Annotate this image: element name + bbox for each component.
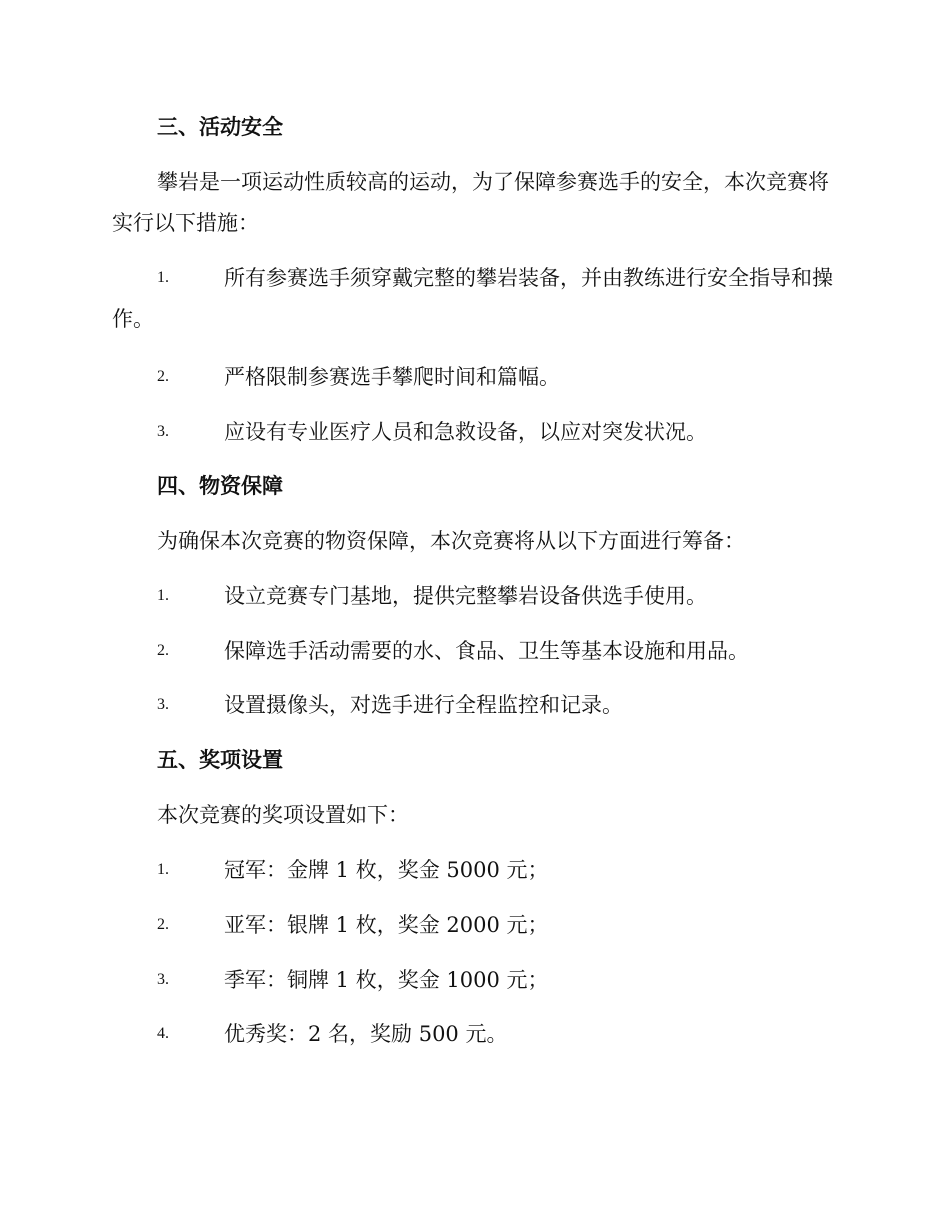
- section-intro-supplies: 为确保本次竞赛的物资保障，本次竞赛将从以下方面进行筹备：: [157, 529, 745, 553]
- list-item-text: 所有参赛选手须穿戴完整的攀岩装备，并由教练进行安全指导和操作。: [112, 266, 833, 331]
- list-item: [0, 911, 950, 939]
- list-item-text: 应设有专业医疗人员和急救设备，以应对突发状况。: [224, 420, 707, 444]
- list-item-number: 3.: [157, 423, 169, 440]
- list-item-text: 季军：铜牌 1 枚，奖金 1000 元；: [224, 968, 549, 992]
- list-item-number: 3.: [157, 696, 169, 713]
- list-item-number: 4.: [157, 1025, 169, 1042]
- list-item-text: 设置摄像头，对选手进行全程监控和记录。: [224, 693, 623, 717]
- list-item: [0, 363, 950, 391]
- section-intro-safety: 攀岩是一项运动性质较高的运动，为了保障参赛选手的安全，本次竞赛将实行以下措施：: [112, 170, 829, 235]
- section-heading-awards: 五、奖项设置: [157, 747, 283, 772]
- list-item: [0, 1020, 950, 1048]
- section-heading-safety: 三、活动安全: [157, 114, 283, 139]
- list-item-text: 优秀奖：2 名，奖励 500 元。: [224, 1022, 508, 1046]
- list-item-text: 设立竞赛专门基地，提供完整攀岩设备供选手使用。: [224, 584, 707, 608]
- list-item: [0, 582, 950, 610]
- list-item-number: 2.: [157, 642, 169, 659]
- list-item-number: 1.: [157, 587, 169, 604]
- list-item-number: 1.: [157, 269, 169, 286]
- list-item: [0, 691, 950, 719]
- list-item: [0, 856, 950, 884]
- section-heading-supplies: 四、物资保障: [157, 473, 283, 498]
- list-item-text: 亚军：银牌 1 枚，奖金 2000 元；: [224, 913, 549, 937]
- list-item-text: 严格限制参赛选手攀爬时间和篇幅。: [224, 365, 560, 389]
- list-item-number: 2.: [157, 368, 169, 385]
- list-item-text: 保障选手活动需要的水、食品、卫生等基本设施和用品。: [224, 639, 749, 663]
- list-item-number: 1.: [157, 861, 169, 878]
- list-item-number: 3.: [157, 971, 169, 988]
- list-item-number: 2.: [157, 916, 169, 933]
- section-intro-awards: 本次竞赛的奖项设置如下：: [157, 803, 409, 827]
- list-item: [0, 966, 950, 994]
- list-item: [0, 418, 950, 446]
- list-item-text: 冠军：金牌 1 枚，奖金 5000 元；: [224, 858, 549, 882]
- list-item: [0, 637, 950, 665]
